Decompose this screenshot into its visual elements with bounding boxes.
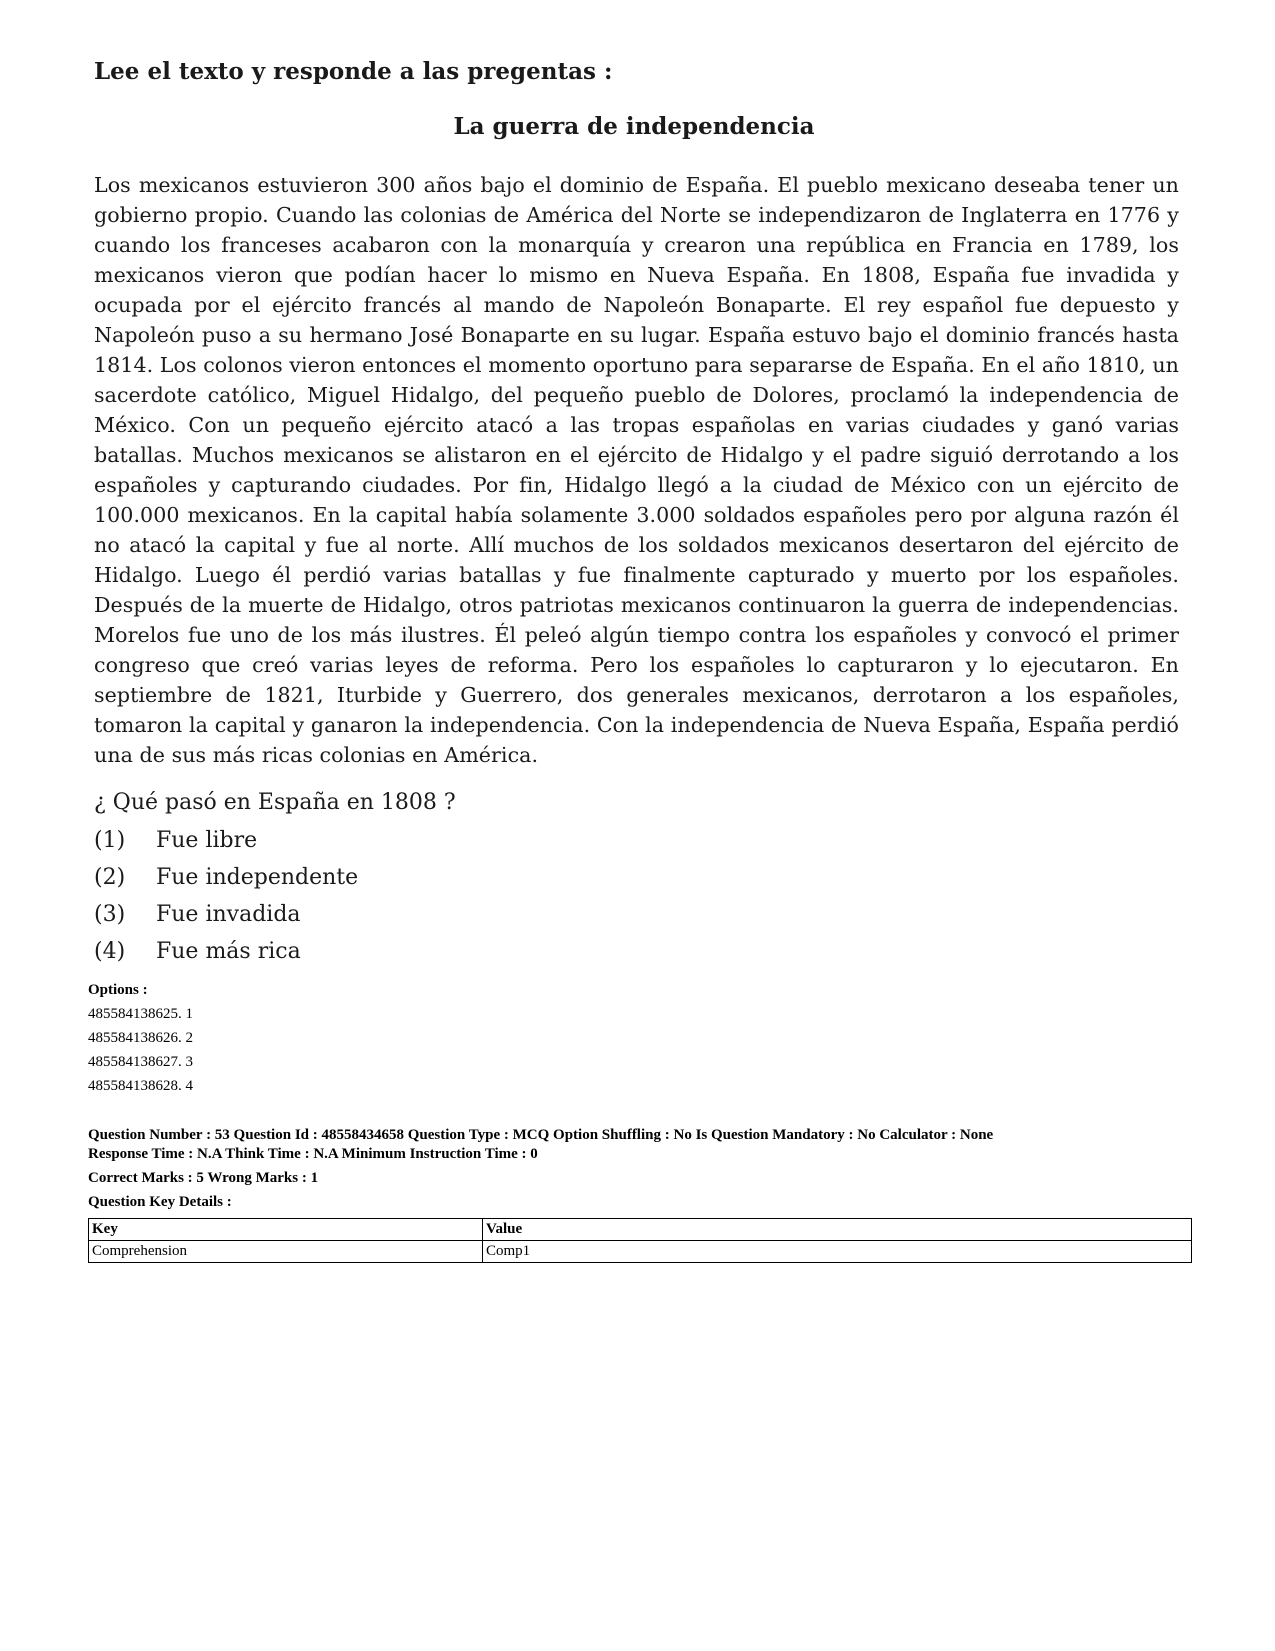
passage-title: La guerra de independencia [453, 113, 815, 140]
column-header-value: Value [483, 1219, 1192, 1241]
choice-label: Fue independente [156, 865, 359, 890]
table-cell-value: Comp1 [483, 1241, 1192, 1263]
choice-number: (1) [94, 828, 126, 853]
option-id: 485584138626. 2 [88, 1030, 193, 1046]
option-id: 485584138625. 1 [88, 1006, 193, 1022]
table-header-row [89, 1219, 1192, 1241]
choice-number: (3) [94, 902, 126, 927]
question-meta-line: Question Number : 53 Question Id : 48558434658 Question Type : MCQ Option Shuffling : No Is Question Mandatory : No Calculator : None [88, 1127, 994, 1143]
marks-line: Correct Marks : 5 Wrong Marks : 1 [88, 1170, 319, 1186]
key-details-heading: Question Key Details : [88, 1194, 232, 1210]
choice-label: Fue más rica [156, 939, 301, 964]
instruction-text: Lee el texto y responde a las pregentas : [94, 58, 613, 85]
options-heading: Options : [88, 982, 148, 998]
choice-3 [94, 900, 456, 937]
table-row [89, 1241, 1192, 1263]
passage-body: Los mexicanos estuvieron 300 años bajo el dominio de España. El pueblo mexicano deseaba tener un gobierno propio. Cuando las colonias de América del Norte se independizaron de Inglaterra en 1776 y cuando los franceses acabaron con la monarquía y crearon una república en Francia en 1789, los mexicanos vieron que podían hacer lo mismo en Nueva España. En 1808, España fue invadida y ocupada por el ejército francés al mando de Napoleón Bonaparte. El rey español fue depuesto y Napoleón puso a su hermano José Bonaparte en su lugar. España estuvo bajo el dominio francés hasta 1814. Los colonos vieron entonces el momento oportuno para separarse de España. En el año 1810, un sacerdote católico, Miguel Hidalgo, del pequeño pueblo de Dolores, proclamó la independencia de México. Con un pequeño ejército atacó a las tropas españolas en varias ciudades y ganó varias batallas. Muchos mexicanos se alistaron en el ejército de Hidalgo y el padre siguió derrotando a los españoles y capturando ciudades. Por fin, Hidalgo llegó a la ciudad de México con un ejército de 100.000 mexicanos. En la capital había solamente 3.000 soldados españoles pero por alguna razón él no atacó la capital y fue al norte. Allí muchos de los soldados mexicanos desertaron del ejército de Hidalgo. Luego él perdió varias batallas y fue finalmente capturado y muerto por los españoles. Después de la muerte de Hidalgo, otros patriotas mexicanos continuaron la guerra de independencias. Morelos fue uno de los más ilustres. Él peleó algún tiempo contra los españoles y convocó el primer congreso que creó varias leyes de reforma. Pero los españoles lo capturaron y lo ejecutaron. En septiembre de 1821, Iturbide y Guerrero, dos generales mexicanos, derrotaron a los españoles, tomaron la capital y ganaron la independencia. Con la independencia de Nueva España, España perdió una de sus más ricas colonias en América. [94, 173, 1179, 767]
choice-1 [94, 826, 456, 863]
question-timing-line: Response Time : N.A Think Time : N.A Minimum Instruction Time : 0 [88, 1146, 538, 1162]
key-details-table [88, 1218, 1192, 1263]
choice-label: Fue libre [156, 828, 258, 853]
option-id: 485584138628. 4 [88, 1078, 193, 1094]
choice-2 [94, 863, 456, 900]
choice-4 [94, 937, 456, 974]
option-id: 485584138627. 3 [88, 1054, 193, 1070]
table-cell-key: Comprehension [89, 1241, 483, 1263]
choice-number: (2) [94, 865, 126, 890]
question-text: ¿ Qué pasó en España en 1808 ? [94, 790, 456, 815]
column-header-key: Key [89, 1219, 483, 1241]
options-list [88, 978, 193, 1098]
choice-label: Fue invadida [156, 902, 301, 927]
question-block [94, 788, 456, 974]
question-details [88, 1126, 1188, 1212]
choice-number: (4) [94, 939, 126, 964]
